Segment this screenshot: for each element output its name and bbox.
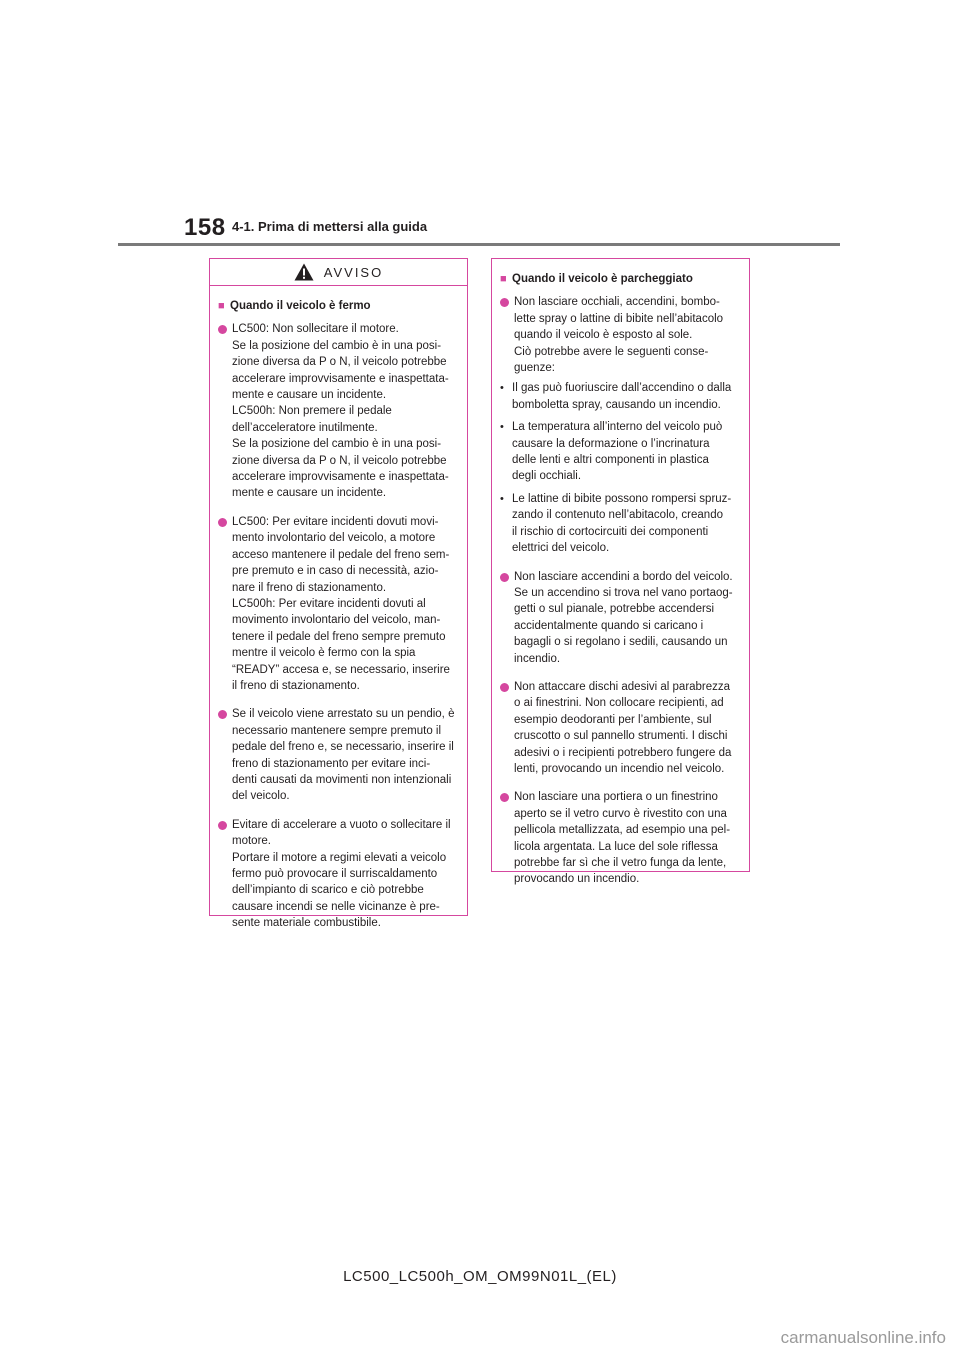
warning-subheading [218, 298, 457, 314]
parking-body [492, 259, 749, 888]
warning-item [218, 817, 457, 932]
parking-subheading [500, 271, 739, 287]
small-dot-icon: • [500, 492, 504, 505]
warning-body [210, 286, 467, 932]
parking-item-text: Non lasciare occhiali, accendini, bombo- lette spray o lattine di bibite nell’abitacolo quando il veicolo è esposto al sole. Ciò potrebbe avere le seguenti conse- guenze: [514, 296, 724, 375]
dot-bullet-icon [500, 298, 509, 307]
page-number: 158 [184, 214, 226, 241]
parking-item-text: Non attaccare dischi adesivi al parabrezza o ai finestrini. Non collocare recipienti, ad esempio deodoranti per l’ambiente, sul cruscotto o sul pannello strumenti. I dischi adesivi o i recipienti potrebbero fungere da lenti, provocando un incendio nel veicolo. [514, 680, 732, 775]
parking-item [500, 569, 739, 667]
warning-box [209, 258, 468, 930]
dot-bullet-icon [218, 325, 227, 334]
warning-item [218, 706, 457, 804]
warning-item [218, 321, 457, 501]
warning-triangle-icon [294, 263, 314, 281]
square-bullet-icon: ■ [500, 273, 507, 285]
warning-item-text: Evitare di accelerare a vuoto o sollecitare il motore. Portare il motore a regimi elevati a veicolo fermo può provocare il surriscaldamento dell’impianto di scarico e ciò potrebbe causare incendi se nelle vicinanze è pre- sente materiale combustibile. [232, 818, 451, 930]
parking-item-text: Non lasciare una portiera o un finestrino aperto se il vetro curvo è rivestito con una pellicola metallizzata, ad esempio una pel- licola argentata. La luce del sole riflessa potrebbe far sì che il vetro funga da lente, provocando un incendio. [514, 791, 731, 886]
parking-sub-item [500, 491, 739, 557]
footer-doc-code: LC500_LC500h_OM_OM99N01L_(EL) [343, 1268, 617, 1285]
parking-item [500, 679, 739, 777]
square-bullet-icon: ■ [218, 300, 225, 312]
warning-subheading-text: Quando il veicolo è fermo [230, 300, 371, 312]
small-dot-icon: • [500, 421, 504, 434]
small-dot-icon: • [500, 382, 504, 395]
dot-bullet-icon [218, 821, 227, 830]
parking-sub-item-text: La temperatura all’interno del veicolo può causare la deformazione o l’incrinatura delle lenti e altri componenti in plastica degli occhiali. [512, 421, 723, 483]
parking-sub-item-text: Le lattine di bibite possono rompersi spruz- zando il contenuto nell’abitacolo, creando il rischio di cortocircuiti dei componenti elettrici del veicolo. [512, 492, 732, 555]
parking-item-text: Non lasciare accendini a bordo del veicolo. Se un accendino si trova nel vano portaog- getti o sul pianale, potrebbe accendersi accidentalmente quando si caricano i bagagli o si regolano i sedili, causando un incendio. [514, 570, 733, 665]
dot-bullet-icon [500, 573, 509, 582]
dot-bullet-icon [218, 710, 227, 719]
parking-sub-item [500, 380, 739, 413]
parking-box [491, 258, 750, 886]
parking-sub-item-text: Il gas può fuoriuscire dall’accendino o dalla bomboletta spray, causando un incendio. [512, 382, 732, 411]
header-rule [118, 243, 840, 246]
warning-header [210, 259, 467, 286]
parking-item [500, 294, 739, 376]
dot-bullet-icon [218, 518, 227, 527]
dot-bullet-icon [500, 683, 509, 692]
warning-item-text: LC500: Non sollecitare il motore. Se la posizione del cambio è in una posi- zione diversa da P o N, il veicolo potrebbe accelerare improvvisamente e inaspettata- mente e causare un incidente. LC500h: Non premere il pedale dell’acceleratore inutilmente. Se la posizione del cambio è in una posi- zione diversa da P o N, il veicolo potrebbe accelerare improvvisamente e inaspettata- mente e causare un incidente. [232, 323, 449, 500]
parking-item [500, 789, 739, 887]
warning-item-text: Se il veicolo viene arrestato su un pendio, è necessario mantenere sempre premuto il pedale del freno e, se necessario, inserire il freno di stazionamento per evitare inci- denti causati da movimenti non intenzionali del veicolo. [232, 708, 455, 803]
watermark-link[interactable]: carmanualsonline.info [780, 1328, 946, 1347]
warning-item-text: LC500: Per evitare incidenti dovuti movi- mento involontario del veicolo, a motore acceso mantenere il pedale del freno sem- pre premuto e in caso di necessità, azio- nare il freno di stazionamento. LC500h: Per evitare incidenti dovuti al movimento involontario del veicolo, man- tenere il pedale del freno sempre premuto mentre il veicolo è fermo con la spia “READY” accesa e, se necessario, inserire il freno di stazionamento. [232, 515, 450, 692]
parking-subheading-text: Quando il veicolo è parcheggiato [512, 273, 693, 285]
warning-label: AVVISO [323, 264, 384, 280]
dot-bullet-icon [500, 793, 509, 802]
section-title: 4-1. Prima di mettersi alla guida [232, 219, 428, 234]
warning-item [218, 514, 457, 694]
parking-sub-item [500, 419, 739, 485]
